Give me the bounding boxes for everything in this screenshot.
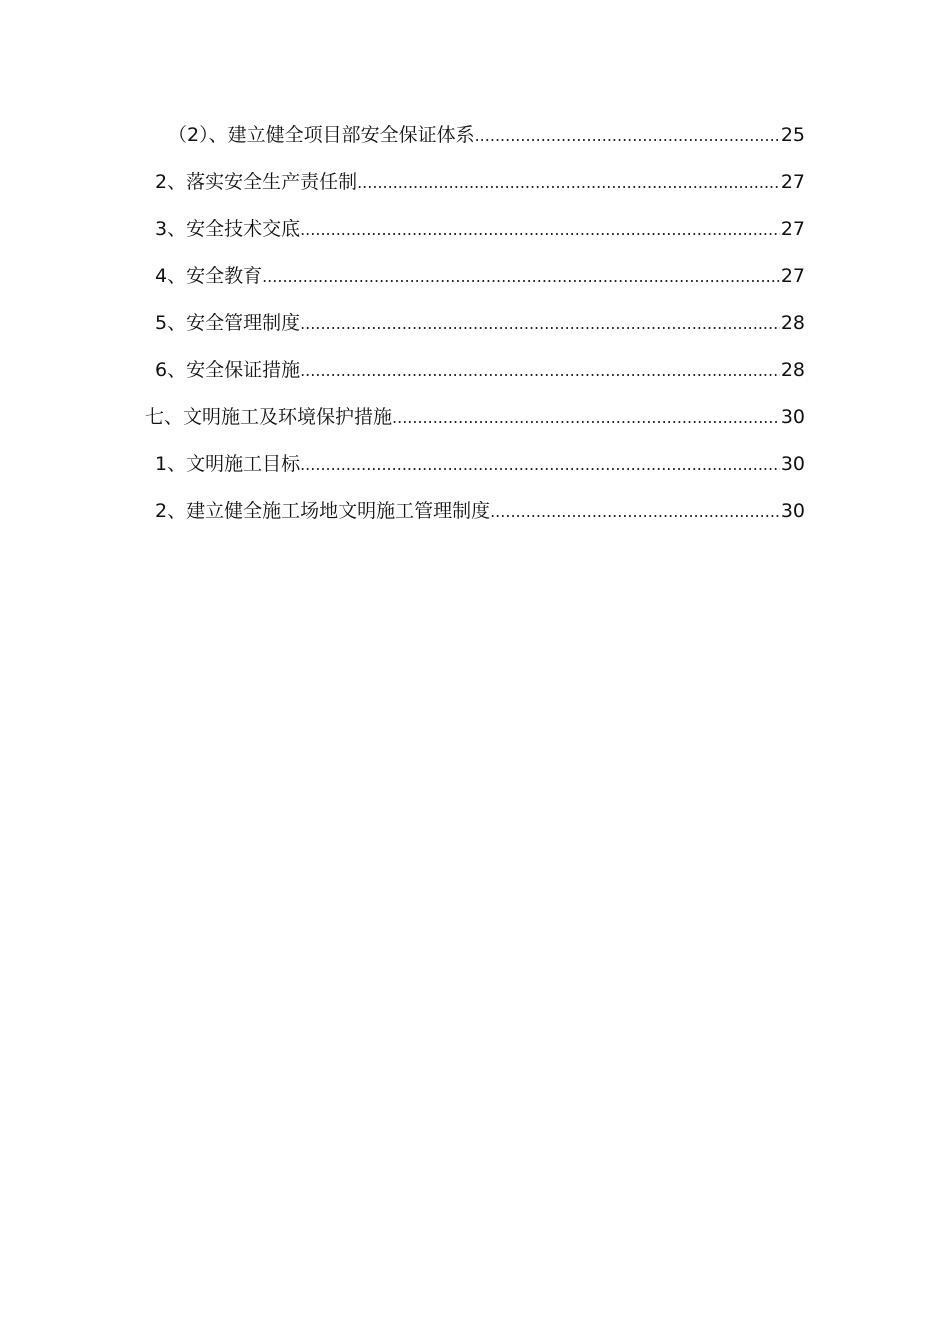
- toc-entry[interactable]: [155, 355, 805, 385]
- toc-entry-title: （2）、建立健全项目部安全保证体系: [168, 124, 475, 146]
- toc-entry-title: 3、安全技术交底: [155, 218, 301, 240]
- toc-entry[interactable]: [155, 449, 805, 479]
- toc-entry[interactable]: [155, 214, 805, 244]
- toc-dot-leader: [300, 453, 780, 479]
- toc-entry[interactable]: [155, 167, 805, 197]
- toc-entry-title: 1、文明施工目标: [155, 453, 301, 475]
- toc-entry-page: 28: [780, 312, 805, 334]
- toc-dot-leader: [490, 500, 780, 526]
- toc-entry[interactable]: [155, 496, 805, 526]
- toc-dot-leader: [357, 171, 780, 197]
- toc-entry-page: 28: [780, 359, 805, 381]
- toc-entry[interactable]: [145, 402, 805, 432]
- toc-entry[interactable]: [168, 120, 805, 150]
- toc-entry-page: 27: [780, 265, 805, 287]
- toc-entry-title: 5、安全管理制度: [155, 312, 301, 334]
- toc-entry[interactable]: [155, 261, 805, 291]
- toc-dot-leader: [300, 218, 780, 244]
- toc-entry-page: 27: [780, 171, 805, 193]
- toc-entry-title: 6、安全保证措施: [155, 359, 301, 381]
- toc-entry-page: 25: [780, 124, 805, 146]
- toc-dot-leader: [392, 406, 780, 432]
- toc-dot-leader: [300, 359, 780, 385]
- toc-entry-page: 27: [780, 218, 805, 240]
- toc-entry-title: 2、落实安全生产责任制: [155, 171, 358, 193]
- toc-entry-title: 4、安全教育: [155, 265, 263, 287]
- toc-entry[interactable]: [155, 308, 805, 338]
- toc-entry-page: 30: [780, 453, 805, 475]
- toc-dot-leader: [300, 312, 780, 338]
- toc-entry-page: 30: [780, 406, 805, 428]
- toc-dot-leader: [262, 265, 780, 291]
- toc-entry-title: 2、建立健全施工场地文明施工管理制度: [155, 500, 491, 522]
- toc-entry-title: 七、文明施工及环境保护措施: [145, 406, 393, 428]
- toc-dot-leader: [475, 124, 780, 150]
- toc-entry-page: 30: [780, 500, 805, 522]
